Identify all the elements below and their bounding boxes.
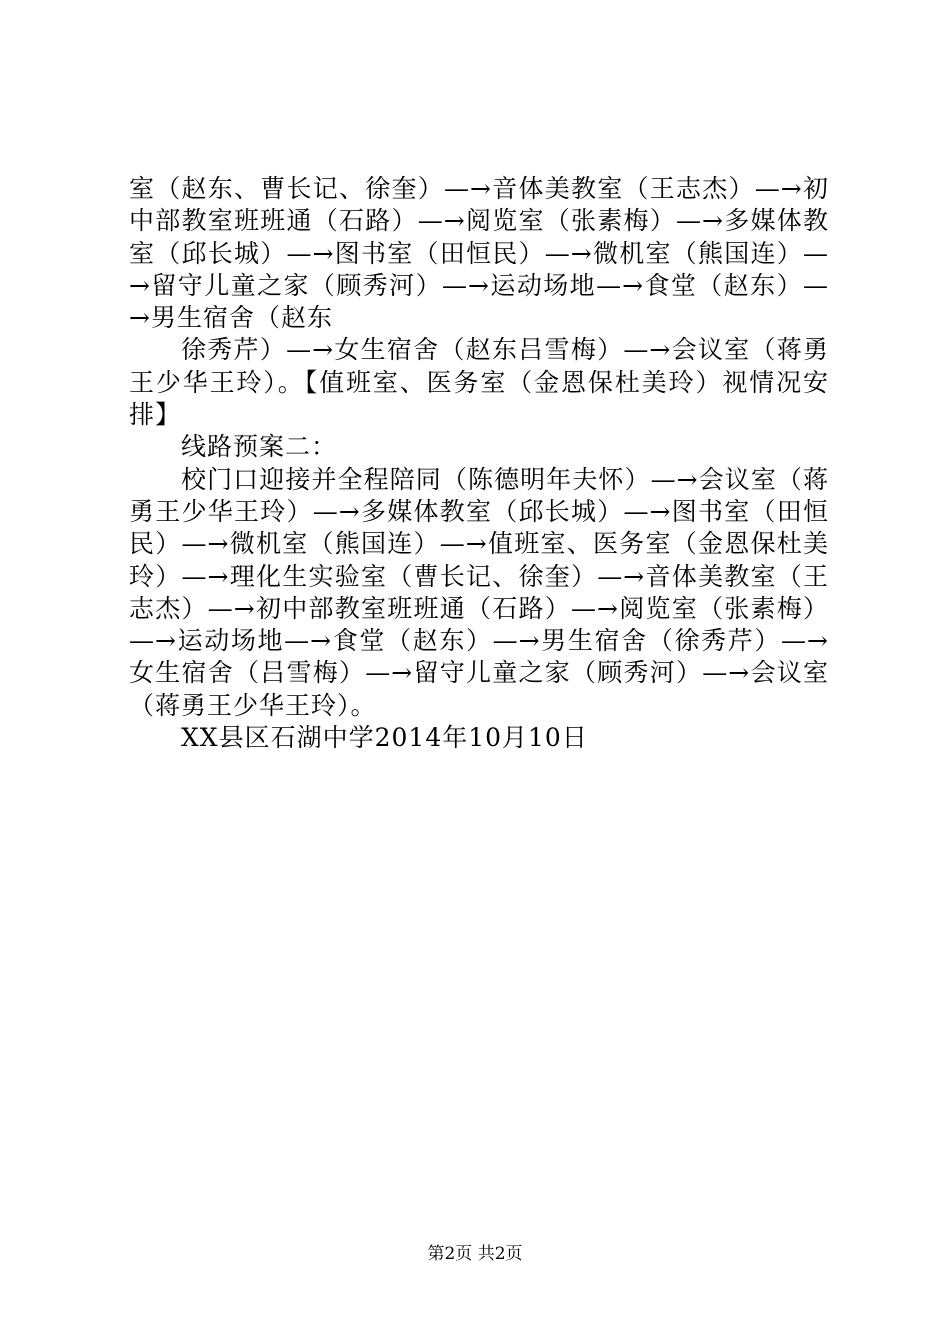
route-one-ending: 徐秀芹）—→女生宿舍（赵东吕雪梅）—→会议室（蒋勇王少华王玲）。【值班室、医务室（金恩保杜美玲）视情况安排】 (129, 335, 829, 430)
route-two-details: 校门口迎接并全程陪同（陈德明年夫怀）—→会议室（蒋勇王少华王玲）—→多媒体教室（邱长城）—→图书室（田恒民）—→微机室（熊国连）—→值班室、医务室（金恩保杜美玲）—→理化生实验室（曹长记、徐奎）—→音体美教室（王志杰）—→初中部教室班班通（石路）—→阅览室（张素梅）—→运动场地—→食堂（赵东）—→男生宿舍（徐秀芹）—→女生宿舍（吕雪梅）—→留守儿童之家（顾秀河）—→会议室（蒋勇王少华王玲）。 (129, 464, 829, 720)
route-two-heading: 线路预案二： (181, 432, 338, 462)
document-body (129, 173, 829, 754)
page-footer: 第2页 共2页 (427, 1244, 523, 1264)
route-one-continuation: 室（赵东、曹长记、徐奎）—→音体美教室（王志杰）—→初中部教室班班通（石路）—→阅览室（张素梅）—→多媒体教室（邱长城）—→图书室（田恒民）—→微机室（熊国连）—→留守儿童之家（顾秀河）—→运动场地—→食堂（赵东）—→男生宿舍（赵东 (129, 174, 829, 333)
signature-date: XX县区石湖中学2014年10月10日 (181, 723, 588, 753)
